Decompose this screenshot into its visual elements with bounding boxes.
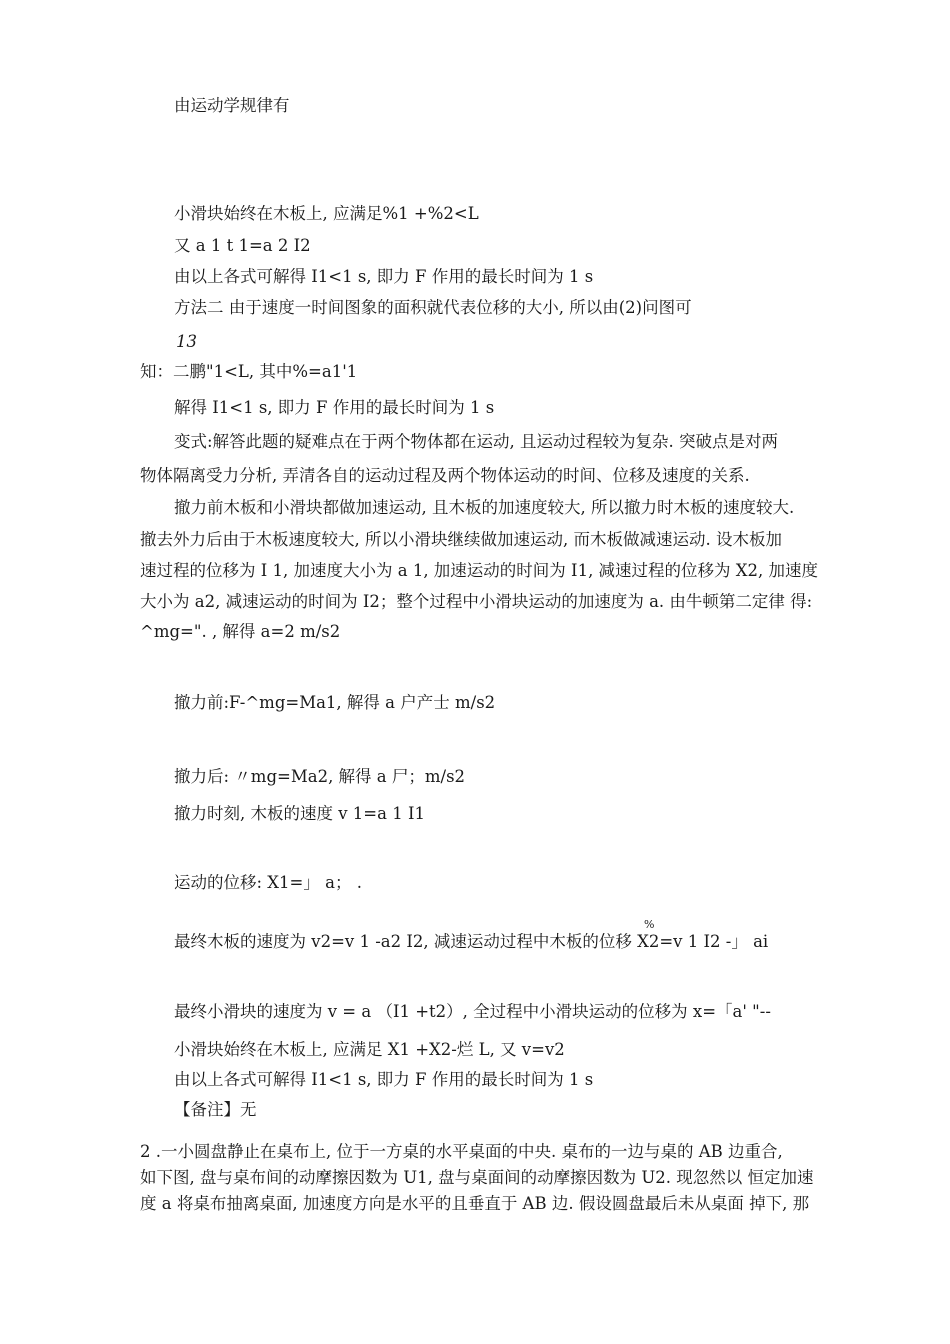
text-line: ^mg=". , 解得 a=2 m/s2 xyxy=(140,622,341,641)
text-line: 撤力前木板和小滑块都做加速运动, 且木板的加速度较大, 所以撤力时木板的速度较大. xyxy=(174,498,795,517)
remark-line: 【备注】无 xyxy=(174,1100,257,1119)
text-line: 知：二鹏"1<L, 其中%=a1'1 xyxy=(140,362,358,381)
text-line: 撤力前:F-^mg=Ma1, 解得 a 户产士 m/s2 xyxy=(174,693,496,712)
text-line: 方法二 由于速度一时间图象的面积就代表位移的大小, 所以由(2)问图可 xyxy=(174,298,692,317)
question-line: 度 a 将桌布抽离桌面, 加速度方向是水平的且垂直于 AB 边. 假设圆盘最后未从桌面 掉下, 那 xyxy=(140,1194,810,1213)
fraction-numerator: 13 xyxy=(176,332,197,351)
text-line: 撤去外力后由于木板速度较大, 所以小滑块继续做加速运动, 而木板做减速运动. 设木板加 xyxy=(140,530,782,549)
text-line: 物体隔离受力分析, 弄清各自的运动过程及两个物体运动的时间、位移及速度的关系. xyxy=(140,466,750,485)
text-line: 大小为 a2, 减速运动的时间为 I2；整个过程中小滑块运动的加速度为 a. 由牛顿第二定律 得: xyxy=(140,592,813,611)
text-line: 解得 I1<1 s, 即力 F 作用的最长时间为 1 s xyxy=(174,398,495,417)
question-line: 2 .一小圆盘静止在桌布上, 位于一方桌的水平桌面的中央. 桌布的一边与桌的 AB 边重合, xyxy=(140,1142,783,1161)
text-line: 撤力时刻, 木板的速度 v 1=a 1 I1 xyxy=(174,804,425,823)
text-line: 小滑块始终在木板上, 应满足%1 +%2<L xyxy=(174,204,479,223)
text-line: 小滑块始终在木板上, 应满足 X1 +X2-烂 L, 又 v=v2 xyxy=(174,1040,565,1059)
text-line: 运动的位移: X1=」 a； . xyxy=(174,873,362,892)
question-line: 如下图, 盘与桌布间的动摩擦因数为 U1, 盘与桌面间的动摩擦因数为 U2. 现忽然以 恒定加速 xyxy=(140,1168,814,1187)
text-line: 速过程的位移为 I 1, 加速度大小为 a 1, 加速运动的时间为 I1, 减速过程的位移为 X2, 加速度 xyxy=(140,561,819,580)
text-line: 最终木板的速度为 v2=v 1 -a2 I2, 减速运动过程中木板的位移 X2=v 1 I2 -」 ai xyxy=(174,932,769,951)
text-line: 由以上各式可解得 I1<1 s, 即力 F 作用的最长时间为 1 s xyxy=(174,267,594,286)
text-line: 由以上各式可解得 I1<1 s, 即力 F 作用的最长时间为 1 s xyxy=(174,1070,594,1089)
text-line: 由运动学规律有 xyxy=(174,96,290,115)
text-line: 撤力后: 〃mg=Ma2, 解得 a 尸；m/s2 xyxy=(174,767,466,786)
text-line: 变式:解答此题的疑难点在于两个物体都在运动, 且运动过程较为复杂. 突破点是对两 xyxy=(174,432,779,451)
text-line: 最终小滑块的速度为 v = a （I1 +t2）, 全过程中小滑块运动的位移为 x=「a' "-- xyxy=(174,1002,771,1021)
text-line: 又 a 1 t 1=a 2 I2 xyxy=(174,236,311,255)
superscript-mark: % xyxy=(644,918,655,931)
